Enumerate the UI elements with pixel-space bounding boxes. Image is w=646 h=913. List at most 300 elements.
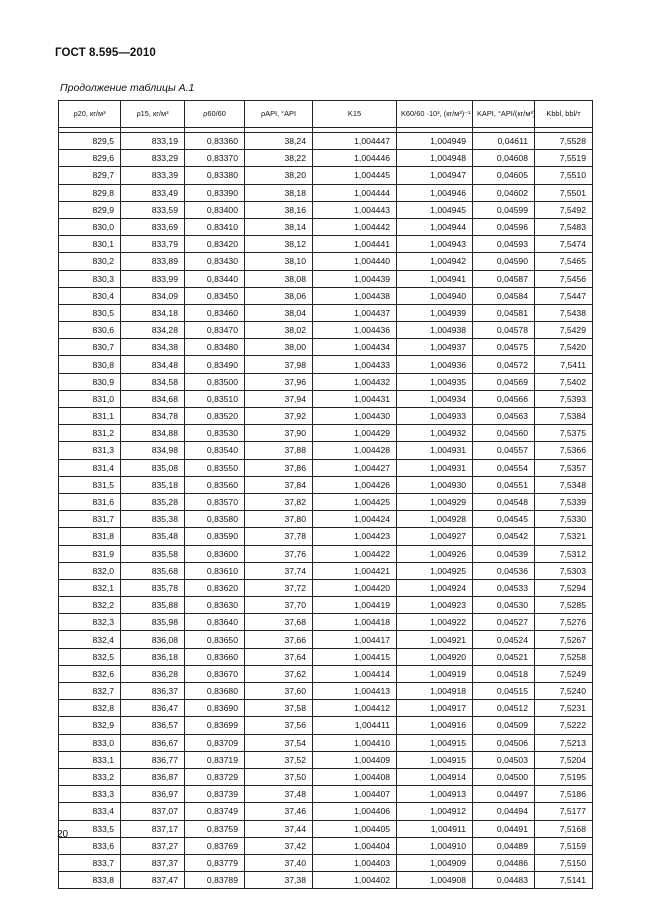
- table-row: [59, 287, 593, 304]
- table-cell: 0,04560: [473, 425, 535, 442]
- table-cell: 37,92: [245, 408, 313, 425]
- table-cell: 831,3: [59, 442, 121, 459]
- table-cell: 834,28: [121, 322, 185, 339]
- table-cell: 7,5294: [535, 579, 593, 596]
- table-cell: 38,14: [245, 218, 313, 235]
- table-cell: 1,004916: [397, 717, 473, 734]
- table-cell: 1,004428: [313, 442, 397, 459]
- table-cell: 1,004410: [313, 734, 397, 751]
- table-cell: 833,29: [121, 150, 185, 167]
- table-row: [59, 339, 593, 356]
- table-cell: 1,004441: [313, 236, 397, 253]
- table-cell: 834,18: [121, 304, 185, 321]
- table-row: [59, 201, 593, 218]
- table-row: [59, 356, 593, 373]
- data-table: [58, 100, 593, 889]
- table-cell: 832,1: [59, 579, 121, 596]
- table-row: [59, 768, 593, 785]
- table-cell: 830,5: [59, 304, 121, 321]
- table-cell: 7,5420: [535, 339, 593, 356]
- table-cell: 1,004915: [397, 751, 473, 768]
- table-cell: 835,98: [121, 614, 185, 631]
- table-cell: 835,58: [121, 545, 185, 562]
- table-cell: 7,5168: [535, 820, 593, 837]
- table-cell: 7,5312: [535, 545, 593, 562]
- table-cell: 0,83670: [185, 665, 245, 682]
- table-cell: 0,83620: [185, 579, 245, 596]
- table-cell: 1,004442: [313, 218, 397, 235]
- table-cell: 832,6: [59, 665, 121, 682]
- table-cell: 38,00: [245, 339, 313, 356]
- table-row: [59, 786, 593, 803]
- table-cell: 7,5501: [535, 184, 593, 201]
- table-cell: 830,7: [59, 339, 121, 356]
- table-cell: 831,0: [59, 390, 121, 407]
- table-cell: 835,08: [121, 459, 185, 476]
- table-cell: 0,83540: [185, 442, 245, 459]
- table-cell: 0,83530: [185, 425, 245, 442]
- table-cell: 38,04: [245, 304, 313, 321]
- table-cell: 0,04494: [473, 803, 535, 820]
- table-cell: 830,3: [59, 270, 121, 287]
- table-cell: 0,83520: [185, 408, 245, 425]
- table-cell: 7,5231: [535, 700, 593, 717]
- table-cell: 835,48: [121, 528, 185, 545]
- table-cell: 37,42: [245, 837, 313, 854]
- table-cell: 1,004926: [397, 545, 473, 562]
- table-cell: 0,83749: [185, 803, 245, 820]
- table-cell: 1,004439: [313, 270, 397, 287]
- table-cell: 0,83370: [185, 150, 245, 167]
- table-cell: 37,66: [245, 631, 313, 648]
- table-cell: 0,04545: [473, 511, 535, 528]
- table-cell: 7,5384: [535, 408, 593, 425]
- table-row: [59, 270, 593, 287]
- table-cell: 37,82: [245, 493, 313, 510]
- table-row: [59, 442, 593, 459]
- table-cell: 37,50: [245, 768, 313, 785]
- table-cell: 37,60: [245, 683, 313, 700]
- column-header: ρ15, кг/м³: [121, 101, 185, 128]
- table-cell: 7,5393: [535, 390, 593, 407]
- table-row: [59, 545, 593, 562]
- table-cell: 7,5186: [535, 786, 593, 803]
- table-cell: 1,004909: [397, 854, 473, 871]
- table-cell: 0,83410: [185, 218, 245, 235]
- table-cell: 833,59: [121, 201, 185, 218]
- table-cell: 0,83380: [185, 167, 245, 184]
- table-cell: 0,83640: [185, 614, 245, 631]
- table-cell: 837,27: [121, 837, 185, 854]
- table-cell: 7,5330: [535, 511, 593, 528]
- table-cell: 830,8: [59, 356, 121, 373]
- table-cell: 1,004943: [397, 236, 473, 253]
- table-cell: 1,004402: [313, 872, 397, 889]
- table-cell: 836,08: [121, 631, 185, 648]
- table-cell: 1,004438: [313, 287, 397, 304]
- table-cell: 834,78: [121, 408, 185, 425]
- table-cell: 7,5366: [535, 442, 593, 459]
- table-cell: 37,56: [245, 717, 313, 734]
- table-row: [59, 614, 593, 631]
- table-row: [59, 408, 593, 425]
- table-cell: 7,5267: [535, 631, 593, 648]
- table-cell: 1,004923: [397, 597, 473, 614]
- table-cell: 0,04530: [473, 597, 535, 614]
- table-cell: 836,18: [121, 648, 185, 665]
- table-cell: 1,004430: [313, 408, 397, 425]
- table-cell: 1,004908: [397, 872, 473, 889]
- table-cell: 0,83660: [185, 648, 245, 665]
- table-cell: 0,83560: [185, 476, 245, 493]
- table-cell: 0,04483: [473, 872, 535, 889]
- table-cell: 38,22: [245, 150, 313, 167]
- table-cell: 834,38: [121, 339, 185, 356]
- table-cell: 1,004424: [313, 511, 397, 528]
- table-cell: 830,6: [59, 322, 121, 339]
- table-cell: 1,004922: [397, 614, 473, 631]
- table-cell: 833,5: [59, 820, 121, 837]
- table-cell: 1,004915: [397, 734, 473, 751]
- table-cell: 7,5438: [535, 304, 593, 321]
- table-row: [59, 459, 593, 476]
- table-cell: 832,5: [59, 648, 121, 665]
- table-cell: 1,004940: [397, 287, 473, 304]
- table-cell: 37,38: [245, 872, 313, 889]
- table-cell: 1,004406: [313, 803, 397, 820]
- table-cell: 0,83460: [185, 304, 245, 321]
- table-cell: 832,3: [59, 614, 121, 631]
- table-cell: 37,46: [245, 803, 313, 820]
- table-cell: 1,004418: [313, 614, 397, 631]
- table-cell: 834,48: [121, 356, 185, 373]
- table-row: [59, 253, 593, 270]
- table-row: [59, 373, 593, 390]
- table-cell: 37,94: [245, 390, 313, 407]
- column-header: KAPI, °API/(кг/м³): [473, 101, 535, 128]
- table-cell: 0,83600: [185, 545, 245, 562]
- table-cell: 836,28: [121, 665, 185, 682]
- table-cell: 1,004948: [397, 150, 473, 167]
- table-cell: 834,68: [121, 390, 185, 407]
- table-cell: 1,004409: [313, 751, 397, 768]
- table-cell: 7,5204: [535, 751, 593, 768]
- table-cell: 37,62: [245, 665, 313, 682]
- table-cell: 833,6: [59, 837, 121, 854]
- table-row: [59, 562, 593, 579]
- table-cell: 0,04521: [473, 648, 535, 665]
- table-cell: 830,0: [59, 218, 121, 235]
- table-cell: 0,83500: [185, 373, 245, 390]
- table-cell: 0,83650: [185, 631, 245, 648]
- table-row: [59, 304, 593, 321]
- table-cell: 7,5213: [535, 734, 593, 751]
- table-cell: 0,04581: [473, 304, 535, 321]
- table-cell: 833,0: [59, 734, 121, 751]
- table-cell: 830,9: [59, 373, 121, 390]
- table-cell: 832,9: [59, 717, 121, 734]
- table-cell: 836,97: [121, 786, 185, 803]
- table-cell: 0,04551: [473, 476, 535, 493]
- table-cell: 1,004945: [397, 201, 473, 218]
- table-cell: 832,0: [59, 562, 121, 579]
- column-header: K60/60 ·10³, (кг/м³)⁻¹: [397, 101, 473, 128]
- table-row: [59, 184, 593, 201]
- table-cell: 0,83610: [185, 562, 245, 579]
- table-cell: 1,004433: [313, 356, 397, 373]
- table-cell: 38,16: [245, 201, 313, 218]
- table-cell: 0,04509: [473, 717, 535, 734]
- table-cell: 0,83470: [185, 322, 245, 339]
- table-row: [59, 133, 593, 150]
- table-cell: 1,004949: [397, 133, 473, 150]
- table-cell: 1,004412: [313, 700, 397, 717]
- table-cell: 37,96: [245, 373, 313, 390]
- table-cell: 7,5195: [535, 768, 593, 785]
- table-cell: 7,5150: [535, 854, 593, 871]
- table-cell: 1,004946: [397, 184, 473, 201]
- table-cell: 0,83510: [185, 390, 245, 407]
- table-cell: 1,004421: [313, 562, 397, 579]
- table-cell: 832,2: [59, 597, 121, 614]
- table-cell: 0,04587: [473, 270, 535, 287]
- table-row: [59, 665, 593, 682]
- table-cell: 0,83630: [185, 597, 245, 614]
- table-cell: 1,004431: [313, 390, 397, 407]
- table-caption: Продолжение таблицы А.1: [60, 82, 195, 94]
- table-cell: 1,004918: [397, 683, 473, 700]
- table-cell: 1,004440: [313, 253, 397, 270]
- table-cell: 831,2: [59, 425, 121, 442]
- column-header: ρ20, кг/м³: [59, 101, 121, 128]
- table-cell: 1,004931: [397, 459, 473, 476]
- table-cell: 37,40: [245, 854, 313, 871]
- table-cell: 832,7: [59, 683, 121, 700]
- table-cell: 7,5357: [535, 459, 593, 476]
- column-header: K15: [313, 101, 397, 128]
- table-cell: 1,004403: [313, 854, 397, 871]
- table-cell: 0,83590: [185, 528, 245, 545]
- table-row: [59, 476, 593, 493]
- table-cell: 1,004417: [313, 631, 397, 648]
- table-row: [59, 631, 593, 648]
- table-cell: 836,67: [121, 734, 185, 751]
- table-cell: 835,28: [121, 493, 185, 510]
- table-cell: 37,90: [245, 425, 313, 442]
- table-cell: 1,004927: [397, 528, 473, 545]
- table-row: [59, 854, 593, 871]
- table-cell: 7,5240: [535, 683, 593, 700]
- table-cell: 0,83699: [185, 717, 245, 734]
- table-cell: 831,9: [59, 545, 121, 562]
- table-cell: 7,5258: [535, 648, 593, 665]
- table-cell: 1,004414: [313, 665, 397, 682]
- column-header: ρAPI, °API: [245, 101, 313, 128]
- table-cell: 0,04566: [473, 390, 535, 407]
- table-cell: 1,004936: [397, 356, 473, 373]
- table-cell: 1,004910: [397, 837, 473, 854]
- table-cell: 0,04527: [473, 614, 535, 631]
- table-cell: 833,99: [121, 270, 185, 287]
- table-cell: 37,80: [245, 511, 313, 528]
- table-row: [59, 218, 593, 235]
- table-cell: 833,39: [121, 167, 185, 184]
- table-cell: 834,09: [121, 287, 185, 304]
- table-cell: 0,83580: [185, 511, 245, 528]
- table-cell: 37,68: [245, 614, 313, 631]
- table-cell: 0,04524: [473, 631, 535, 648]
- table-row: [59, 751, 593, 768]
- table-cell: 834,58: [121, 373, 185, 390]
- table-cell: 829,5: [59, 133, 121, 150]
- table-row: [59, 820, 593, 837]
- table-cell: 1,004437: [313, 304, 397, 321]
- table-cell: 37,54: [245, 734, 313, 751]
- table-cell: 1,004429: [313, 425, 397, 442]
- table-cell: 833,19: [121, 133, 185, 150]
- table-cell: 38,18: [245, 184, 313, 201]
- table-cell: 837,17: [121, 820, 185, 837]
- table-cell: 0,04542: [473, 528, 535, 545]
- table-cell: 0,04497: [473, 786, 535, 803]
- table-cell: 37,78: [245, 528, 313, 545]
- table-cell: 1,004408: [313, 768, 397, 785]
- table-cell: 837,37: [121, 854, 185, 871]
- table-cell: 0,04569: [473, 373, 535, 390]
- table-cell: 37,84: [245, 476, 313, 493]
- table-cell: 0,83430: [185, 253, 245, 270]
- table-cell: 7,5177: [535, 803, 593, 820]
- table-cell: 1,004914: [397, 768, 473, 785]
- table-cell: 829,7: [59, 167, 121, 184]
- table-cell: 1,004426: [313, 476, 397, 493]
- table-cell: 38,12: [245, 236, 313, 253]
- table-cell: 0,04533: [473, 579, 535, 596]
- table-header-row: [59, 101, 593, 128]
- table-cell: 1,004929: [397, 493, 473, 510]
- table-cell: 7,5285: [535, 597, 593, 614]
- table-cell: 0,04506: [473, 734, 535, 751]
- table-cell: 0,04489: [473, 837, 535, 854]
- table-cell: 0,04486: [473, 854, 535, 871]
- table-cell: 1,004913: [397, 786, 473, 803]
- table-cell: 0,04575: [473, 339, 535, 356]
- table-cell: 0,04611: [473, 133, 535, 150]
- table-cell: 38,06: [245, 287, 313, 304]
- table-cell: 37,52: [245, 751, 313, 768]
- table-cell: 834,88: [121, 425, 185, 442]
- table-cell: 1,004427: [313, 459, 397, 476]
- table-cell: 1,004931: [397, 442, 473, 459]
- table-cell: 7,5348: [535, 476, 593, 493]
- table-cell: 37,74: [245, 562, 313, 579]
- table-cell: 0,83729: [185, 768, 245, 785]
- table-cell: 7,5321: [535, 528, 593, 545]
- table-cell: 833,3: [59, 786, 121, 803]
- table-cell: 1,004436: [313, 322, 397, 339]
- table-cell: 38,24: [245, 133, 313, 150]
- table-cell: 0,83490: [185, 356, 245, 373]
- table-cell: 1,004930: [397, 476, 473, 493]
- table-cell: 833,49: [121, 184, 185, 201]
- table-cell: 1,004411: [313, 717, 397, 734]
- table-cell: 833,8: [59, 872, 121, 889]
- table-row: [59, 528, 593, 545]
- column-header: Kbbl, bbl/т: [535, 101, 593, 128]
- table-body: [59, 133, 593, 889]
- table-cell: 1,004937: [397, 339, 473, 356]
- table-cell: 1,004420: [313, 579, 397, 596]
- table-cell: 38,20: [245, 167, 313, 184]
- table-cell: 0,83480: [185, 339, 245, 356]
- table-cell: 1,004415: [313, 648, 397, 665]
- document-header: ГОСТ 8.595—2010: [55, 47, 156, 59]
- table-cell: 0,04548: [473, 493, 535, 510]
- table-cell: 1,004911: [397, 820, 473, 837]
- table-cell: 1,004447: [313, 133, 397, 150]
- table-cell: 37,76: [245, 545, 313, 562]
- table-row: [59, 597, 593, 614]
- table-cell: 831,4: [59, 459, 121, 476]
- table-cell: 0,04518: [473, 665, 535, 682]
- table-cell: 0,83450: [185, 287, 245, 304]
- table-row: [59, 579, 593, 596]
- table-row: [59, 700, 593, 717]
- table-cell: 832,4: [59, 631, 121, 648]
- table-cell: 0,83420: [185, 236, 245, 253]
- table-cell: 1,004405: [313, 820, 397, 837]
- table-cell: 836,77: [121, 751, 185, 768]
- table-cell: 1,004413: [313, 683, 397, 700]
- table-cell: 831,7: [59, 511, 121, 528]
- table-cell: 0,04605: [473, 167, 535, 184]
- table-cell: 1,004404: [313, 837, 397, 854]
- table-cell: 0,83680: [185, 683, 245, 700]
- table-cell: 0,83390: [185, 184, 245, 201]
- table-cell: 37,70: [245, 597, 313, 614]
- table-cell: 829,9: [59, 201, 121, 218]
- table-cell: 0,83550: [185, 459, 245, 476]
- table-row: [59, 717, 593, 734]
- table-cell: 1,004924: [397, 579, 473, 596]
- table-cell: 1,004434: [313, 339, 397, 356]
- table-cell: 37,72: [245, 579, 313, 596]
- table-cell: 7,5483: [535, 218, 593, 235]
- table-cell: 1,004935: [397, 373, 473, 390]
- table-cell: 37,58: [245, 700, 313, 717]
- table-cell: 7,5474: [535, 236, 593, 253]
- table-cell: 1,004422: [313, 545, 397, 562]
- table-cell: 0,04563: [473, 408, 535, 425]
- table-cell: 0,04554: [473, 459, 535, 476]
- table-cell: 1,004938: [397, 322, 473, 339]
- table-cell: 1,004944: [397, 218, 473, 235]
- table-cell: 7,5375: [535, 425, 593, 442]
- table-cell: 0,83360: [185, 133, 245, 150]
- table-cell: 7,5276: [535, 614, 593, 631]
- table-cell: 1,004432: [313, 373, 397, 390]
- table-cell: 833,89: [121, 253, 185, 270]
- table-cell: 0,04503: [473, 751, 535, 768]
- table-cell: 7,5519: [535, 150, 593, 167]
- table-cell: 7,5411: [535, 356, 593, 373]
- table-cell: 835,88: [121, 597, 185, 614]
- table-cell: 1,004912: [397, 803, 473, 820]
- table-cell: 37,98: [245, 356, 313, 373]
- table-cell: 38,08: [245, 270, 313, 287]
- table-cell: 0,04590: [473, 253, 535, 270]
- table-cell: 7,5249: [535, 665, 593, 682]
